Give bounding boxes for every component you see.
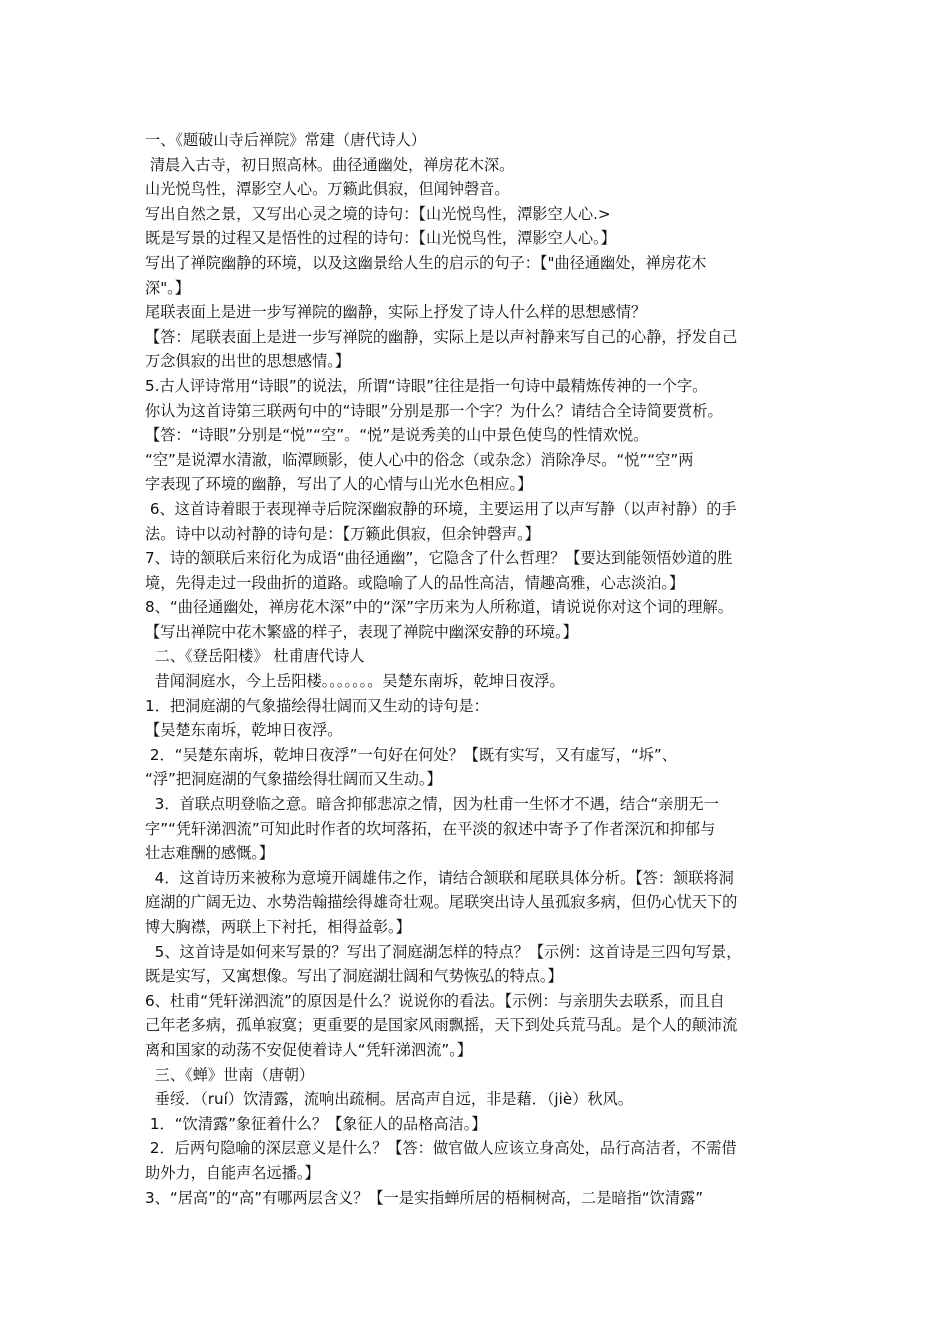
- text-line: 三、《蝉》世南（唐朝）: [145, 1065, 315, 1084]
- text-line: 1．“饮清露”象征着什么？【象征人的品格高洁。】: [145, 1114, 487, 1133]
- text-line: 清晨入古寺，初日照高林。曲径通幽处，禅房花木深。: [145, 155, 515, 174]
- text-line: 3．首联点明登临之意。暗含抑郁悲凉之情，因为杜甫一生怀才不遇，结合“亲朋无一: [145, 795, 719, 814]
- text-line: 庭湖的广阔无边、水势浩翰描绘得雄奇壮观。尾联突出诗人虽孤寂多病，但仍心忧天下的: [145, 893, 738, 912]
- text-line: 【写出禅院中花木繁盛的样子，表现了禅院中幽深安静的环境。】: [145, 622, 578, 641]
- text-line: 境，先得走过一段曲折的道路。或隐喻了人的品性高洁，情趣高雅，心志淡泊。】: [145, 573, 685, 592]
- text-line: 字表现了环境的幽静，写出了人的心情与山光水色相应。】: [145, 475, 533, 494]
- text-line: 2．“吴楚东南坼，乾坤日夜浮”一句好在何处？【既有实写，又有虚写，“坼”、: [145, 745, 677, 764]
- text-line: 3、“居高”的“高”有哪两层含义？【一是实指蝉所居的梧桐树高，二是暗指“饮清露”: [145, 1188, 704, 1207]
- text-line: 垂绥．（ruí）饮清露，流响出疏桐。居高声自远，非是藉．（jiè）秋风。: [145, 1090, 633, 1109]
- text-line: 既是写景的过程又是悟性的过程的诗句：【山光悦鸟性，潭影空人心。】: [145, 229, 616, 248]
- text-line: 你认为这首诗第三联两句中的“诗眼”分别是那一个字？为什么？请结合全诗简要赏析。: [145, 401, 723, 420]
- text-line: 6、这首诗着眼于表现禅寺后院深幽寂静的环境，主要运用了以声写静（以声衬静）的手: [145, 499, 737, 518]
- text-line: 壮志难酬的感慨。】: [145, 844, 275, 863]
- text-line: 4．这首诗历来被称为意境开阔雄伟之作，请结合颔联和尾联具体分析。【答：颔联将洞: [145, 868, 734, 887]
- text-line: 博大胸襟，两联上下衬托，相得益彰。】: [145, 918, 411, 936]
- text-line: 既是实写，又寓想像。写出了洞庭湖壮阔和气势恢弘的特点。】: [145, 967, 563, 986]
- text-line: 法。诗中以动衬静的诗句是：【万籁此俱寂，但余钟磬声。】: [145, 524, 540, 543]
- text-line: 万念俱寂的出世的思想感情。】: [145, 352, 351, 371]
- text-line: 字”“凭轩涕泗流”可知此时作者的坎坷落拓，在平淡的叙述中寄予了作者深沉和抑郁与: [145, 819, 716, 838]
- text-line: 【答：尾联表面上是进一步写禅院的幽静，实际上是以声衬静来写自己的心静，抒发自己: [145, 327, 738, 346]
- text-line: 深"。】: [145, 278, 190, 297]
- text-line: 6、杜甫“凭轩涕泗流”的原因是什么？说说你的看法。【示例：与亲朋失去联系，而且自: [145, 991, 725, 1010]
- text-line: 山光悦鸟性，潭影空人心。万籁此俱寂，但闻钟磬音。: [145, 180, 510, 199]
- text-line: 昔闻洞庭水，今上岳阳楼。。。。。。。吴楚东南坼，乾坤日夜浮。: [145, 672, 565, 691]
- text-line: “空”是说潭水清澈，临潭顾影，使人心中的俗念（或杂念）消除净尽。“悦”“空”两: [145, 450, 694, 469]
- text-line: 【答：“诗眼”分别是“悦”“空”。“悦”是说秀美的山中景色使鸟的性情欢悦。: [145, 426, 649, 445]
- text-line: 5.古人评诗常用“诗眼”的说法，所谓“诗眼”往往是指一句诗中最精炼传神的一个字。: [145, 376, 708, 395]
- text-line: 己年老多病，孤单寂寞；更重要的是国家风雨飘摇，天下到处兵荒马乱。是个人的颠沛流: [145, 1016, 738, 1035]
- text-line: 2．后两句隐喻的深层意义是什么？【答：做官做人应该立身高处，品行高洁者，不需借: [145, 1139, 737, 1158]
- text-line: 5、这首诗是如何来写景的？写出了洞庭湖怎样的特点？【示例：这首诗是三四句写景，: [145, 942, 742, 961]
- text-line: 二、《登岳阳楼》 杜甫唐代诗人: [145, 647, 365, 666]
- text-line: 尾联表面上是进一步写禅院的幽静，实际上抒发了诗人什么样的思想感情？: [145, 303, 647, 322]
- text-line: 7、诗的颔联后来衍化为成语“曲径通幽”，它隐含了什么哲理？【要达到能领悟妙道的胜: [145, 549, 733, 568]
- text-line: 助外力，自能声名远播。】: [145, 1163, 320, 1182]
- text-line: 离和国家的动荡不安促使着诗人“凭轩涕泗流”。】: [145, 1040, 473, 1059]
- text-line: 写出自然之景，又写出心灵之境的诗句：【山光悦鸟性，潭影空人心.>: [145, 204, 611, 223]
- text-line: 1．把洞庭湖的气象描绘得壮阔而又生动的诗句是：: [145, 696, 489, 715]
- text-line: 写出了禅院幽静的环境，以及这幽景给人生的启示的句子：【"曲径通幽处，禅房花木: [145, 253, 707, 272]
- text-line: 【吴楚东南坼，乾坤日夜浮。: [145, 721, 343, 740]
- document-body: [145, 128, 813, 1210]
- text-line: 一、《题破山寺后禅院》常建（唐代诗人）: [145, 131, 426, 149]
- text-line: “浮”把洞庭湖的气象描绘得壮阔而又生动。】: [145, 770, 442, 789]
- text-line: 8、“曲径通幽处，禅房花木深”中的“深”字历来为人所称道，请说说你对这个词的理解。: [145, 598, 733, 617]
